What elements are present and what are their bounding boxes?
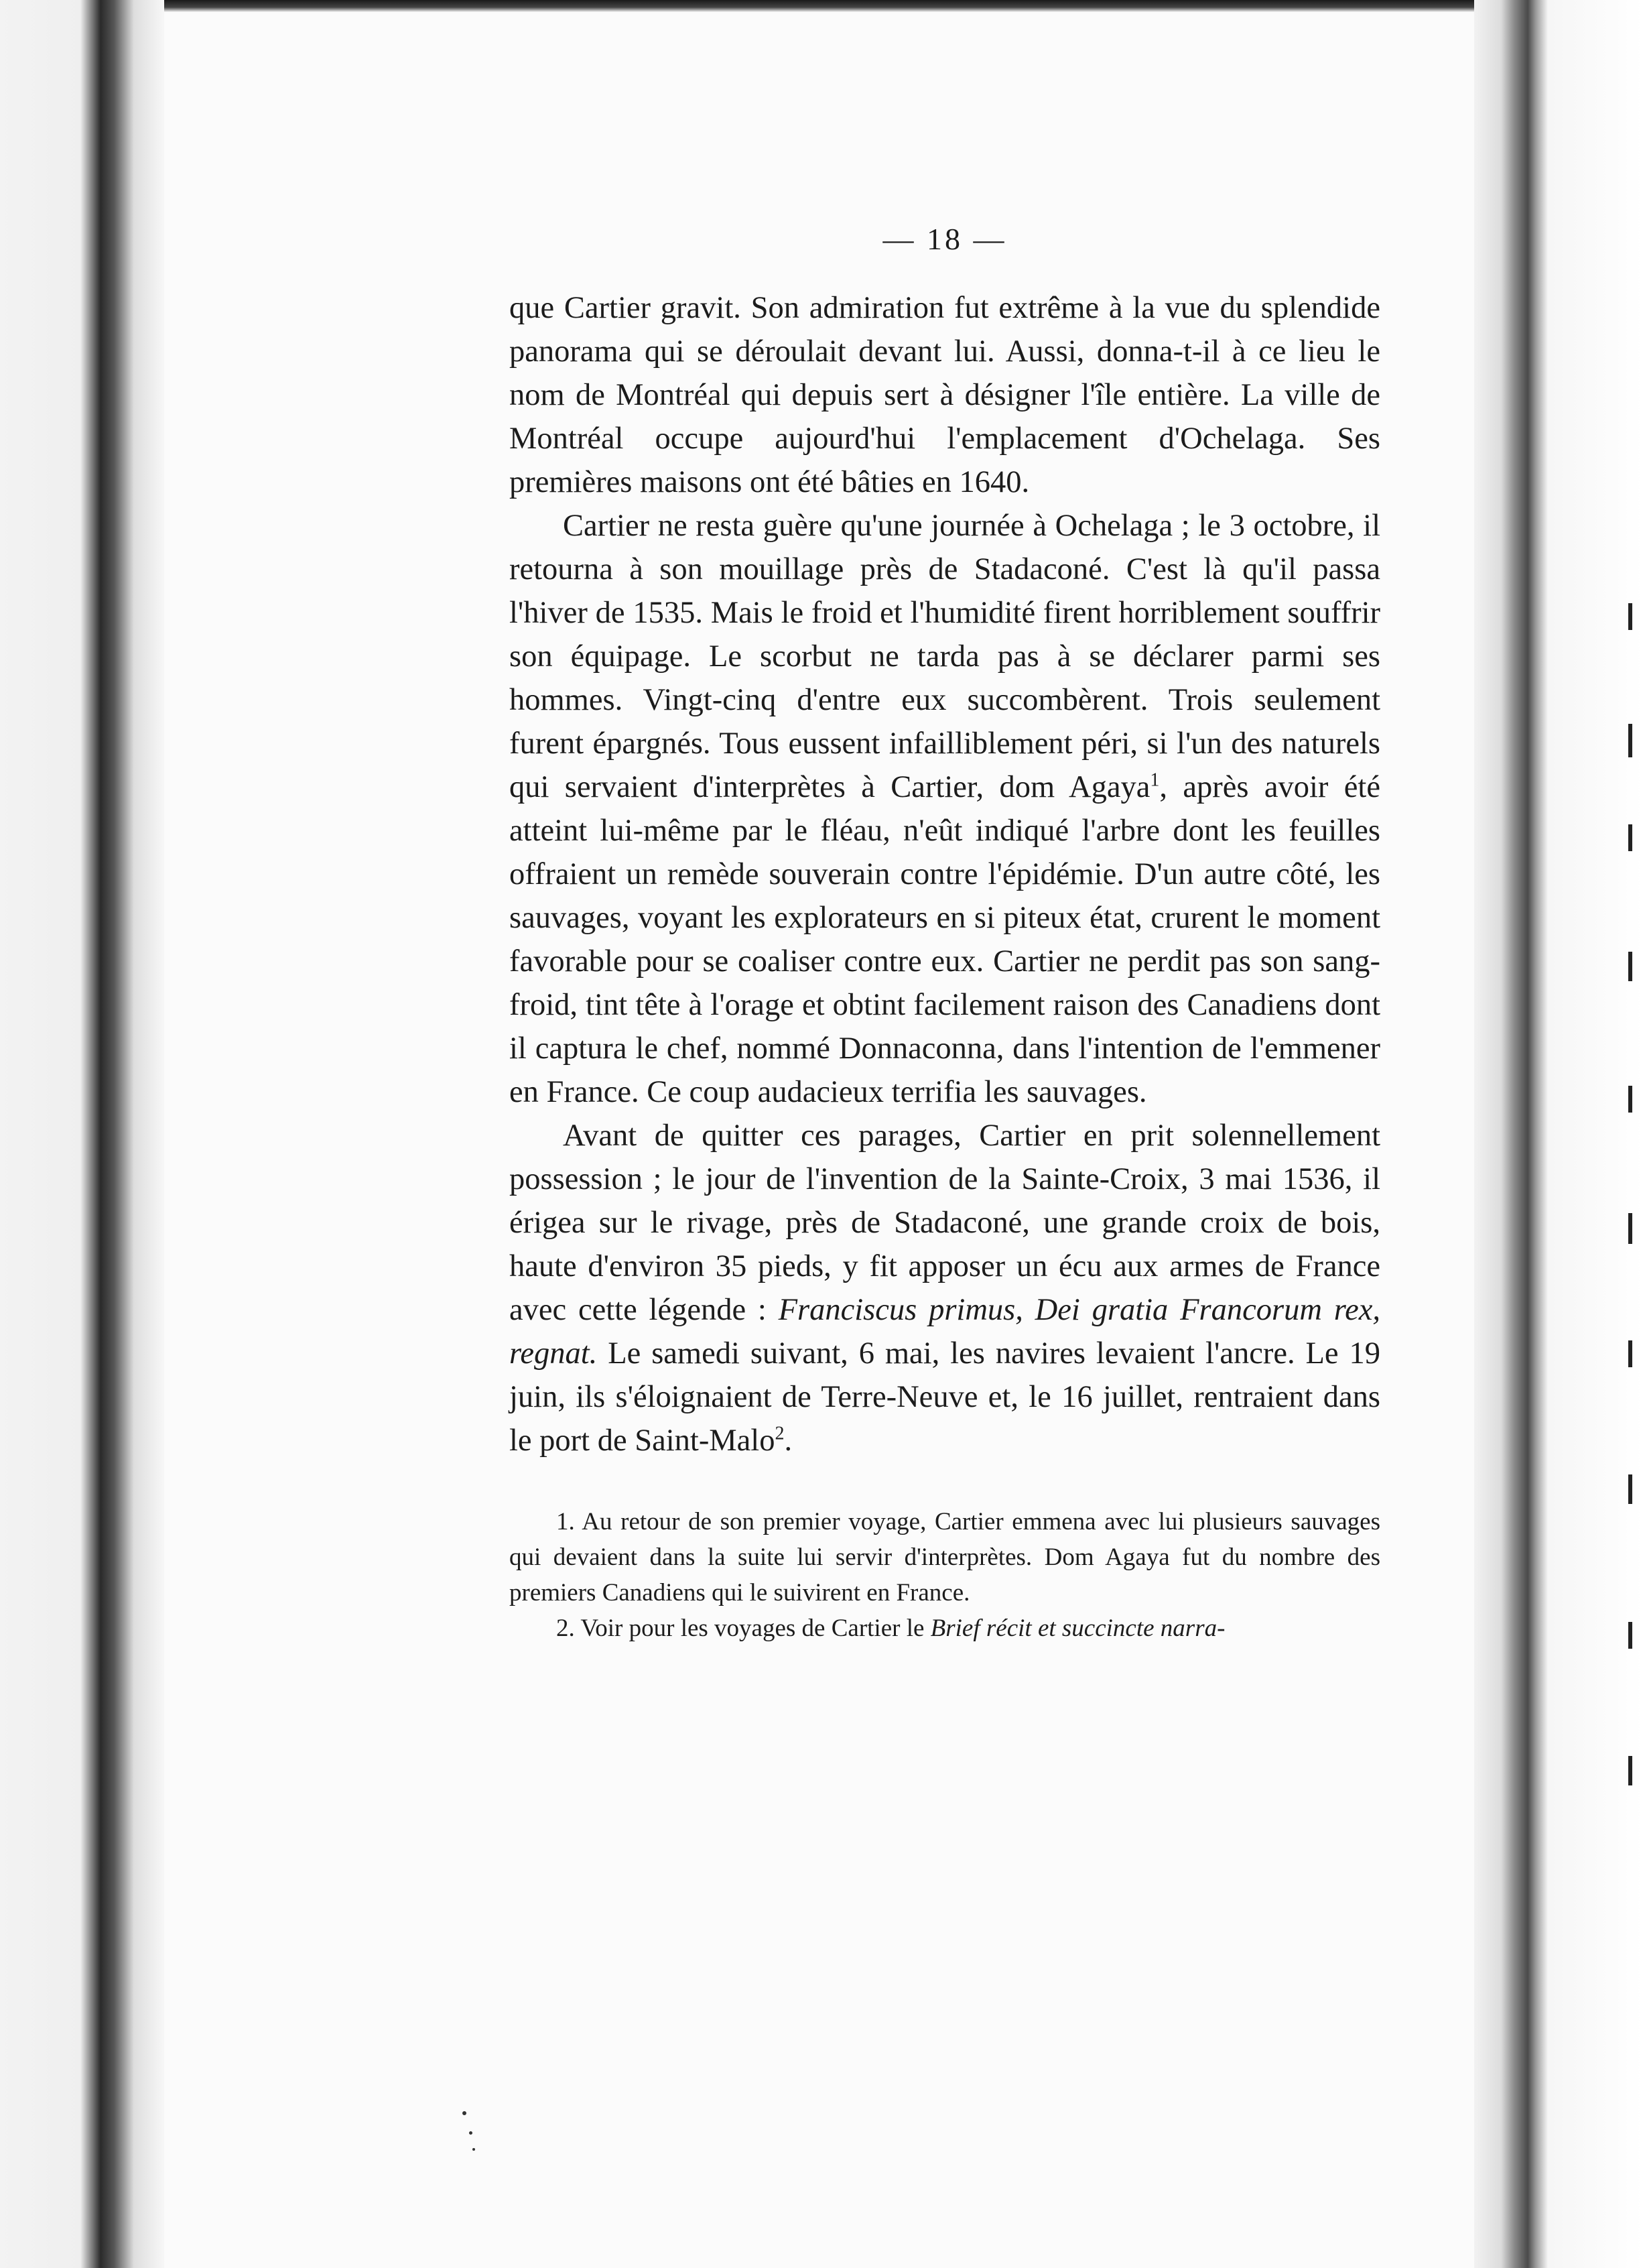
- paragraph-3-end: .: [784, 1424, 793, 1458]
- adjacent-page-sliver: [1628, 603, 1643, 1877]
- footnote-2: [509, 1611, 1380, 1646]
- page-content: [509, 221, 1380, 1646]
- paragraph-2-text-b: , après avoir été atteint lui-même par le fléau, n'eût indiqué l'arbre dont les feuilles offraient un remède souverain contre l'épidémie. D'un autre côté, les sauvages, voyant les explorateurs en si piteux état, crurent le moment favorable pour se coaliser contre eux. Cartier ne perdit pas son sang-froid, tint tête à l'orage et obtint facilement raison des Canadiens dont il captura le chef, nommé Donnaconna, dans l'intention de l'emmener en France. Ce coup audacieux terrifia les sauvages.: [509, 770, 1380, 1109]
- footnote-1: 1. Au retour de son premier voyage, Cartier emmena avec lui plusieurs sauvages qui devaient dans la suite lui servir d'interprètes. Dom Agaya fut du nombre des premiers Canadiens qui le suivirent en France.: [509, 1508, 1380, 1606]
- footnote-ref-1: 1: [1150, 769, 1160, 791]
- left-binding-edge: [0, 0, 164, 2268]
- body-text: [509, 286, 1380, 1462]
- paragraph-3-text-a: Avant de quitter ces parages, Cartier en prit solennellement possession ; le jour de l'invention de la Sainte-Croix, 3 mai 1536, il érigea sur le rivage, près de Stadaconé, une grande croix de bois, haute d'environ 35 pieds, y fit apposer un écu aux armes de France avec cette légende :: [509, 1119, 1380, 1327]
- paragraph-3: [509, 1114, 1380, 1462]
- page-number: — 18 —: [882, 222, 1007, 256]
- footnote-ref-2: 2: [775, 1423, 785, 1444]
- latin-legend: Franciscus primus, Dei gratia Francorum rex, regnat.: [509, 1293, 1380, 1371]
- paragraph-3-text-b: Le samedi suivant, 6 mai, les navires levaient l'ancre. Le 19 juin, ils s'éloignaient de Terre-Neuve et, le 16 juillet, rentraient dans le port de Saint-Malo: [509, 1336, 1380, 1458]
- paragraph-1: que Cartier gravit. Son admiration fut extrême à la vue du splendide panorama qui se déroulait devant lui. Aussi, donna-t-il à ce lieu le nom de Montréal qui depuis sert à désigner l'île entière. La ville de Montréal occupe aujourd'hui l'emplacement d'Ochelaga. Ses premières maisons ont été bâties en 1640.: [509, 291, 1380, 499]
- paragraph-2-text-a: Cartier ne resta guère qu'une journée à Ochelaga ; le 3 octobre, il retourna à son mouillage près de Stadaconé. C'est là qu'il passa l'hiver de 1535. Mais le froid et l'humidité firent horriblement souffrir son équipage. Le scorbut ne tarda pas à se déclarer parmi ses hommes. Vingt-cinq d'entre eux succombèrent. Trois seulement furent épargnés. Tous eussent infailliblement péri, si l'un des naturels qui servaient d'interprètes à Cartier, dom Agaya: [509, 509, 1380, 804]
- footnote-2-title: Brief récit et succincte narra-: [930, 1615, 1226, 1642]
- paragraph-2: [509, 504, 1380, 1114]
- top-scan-shadow: [0, 0, 1643, 12]
- right-gutter-edge: [1474, 0, 1643, 2268]
- footnote-2-text: 2. Voir pour les voyages de Cartier le: [556, 1615, 931, 1642]
- footnotes: [509, 1504, 1380, 1646]
